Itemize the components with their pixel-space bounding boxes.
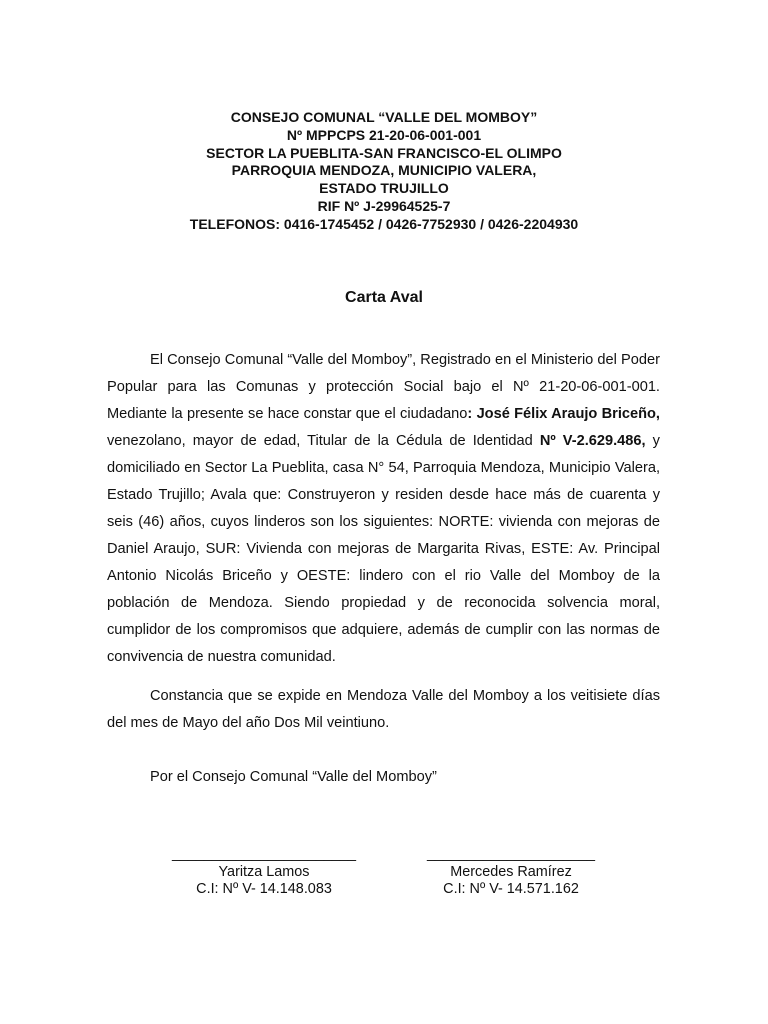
letterhead-sector: SECTOR LA PUEBLITA-SAN FRANCISCO-EL OLIMPO	[206, 144, 562, 161]
letterhead-phones: TELEFONOS: 0416-1745452 / 0426-7752930 / 0426-2204930	[189, 215, 579, 232]
document-title: Carta Aval	[345, 289, 423, 306]
letterhead-state: ESTADO TRUJILLO	[319, 180, 449, 197]
body-paragraph-issuance: Constancia que se expide en Mendoza Valle del Momboy a los veitisiete días del mes de Mayo del año Dos Mil veintiuno.	[107, 688, 660, 731]
letterhead	[0, 109, 768, 234]
signatory-name: Mercedes Ramírez	[450, 863, 572, 880]
letterhead-org-name: CONSEJO COMUNAL “VALLE DEL MOMBOY”	[230, 109, 538, 125]
signatory-id: C.I: Nº V- 14.148.083	[196, 881, 332, 897]
paragraph-text: y domiciliado en Sector La Pueblita, casa N° 54, Parroquia Mendoza, Municipio Valera, Estado Trujillo; Avala que: Construyeron y residen desde hace más de cuarenta y seis (46) años, cuyos linderos son los siguientes: NORTE: vivienda con mejoras de Daniel Araujo, SUR: Vivienda con mejoras de Margarita Rivas, ESTE: Av. Principal Antonio Nicolás Briceño y OESTE: lindero con el rio Valle del Momboy de la población de Mendoza. Siendo propiedad y de reconocida solvencia moral, cumplidor de los compromisos que adquiere, además de cumplir con las normas de convivencia de nuestra comunidad.	[107, 433, 660, 665]
letterhead-rif: RIF Nº J-29964525-7	[317, 197, 451, 214]
paragraph-text: venezolano, mayor de edad, Titular de la Cédula de Identidad	[107, 433, 540, 449]
citizen-name: : José Félix Araujo Briceño,	[467, 406, 660, 422]
signature-line: _______________________	[171, 846, 357, 862]
signatory-id: C.I: Nº V- 14.571.162	[443, 881, 579, 897]
letterhead-registry-number: Nº MPPCPS 21-20-06-001-001	[286, 126, 482, 143]
signatory-name: Yaritza Lamos	[218, 863, 310, 880]
body-paragraph-closing: Por el Consejo Comunal “Valle del Momboy”	[150, 769, 437, 785]
signature-block	[165, 846, 363, 899]
citizen-id: Nº V-2.629.486,	[539, 433, 646, 449]
letterhead-parish: PARROQUIA MENDOZA, MUNICIPIO VALERA,	[231, 162, 537, 179]
signature-block	[420, 846, 602, 899]
paragraph-text: El Consejo Comunal “Valle del Momboy”, Registrado en el Ministerio del Poder Popular para las Comunas y protección Social bajo el Nº 21-20-06-001-001. Mediante la presente se hace constar que el ciudadano	[107, 352, 660, 422]
signature-line: _____________________	[426, 846, 596, 862]
body-paragraph-main	[107, 347, 660, 671]
